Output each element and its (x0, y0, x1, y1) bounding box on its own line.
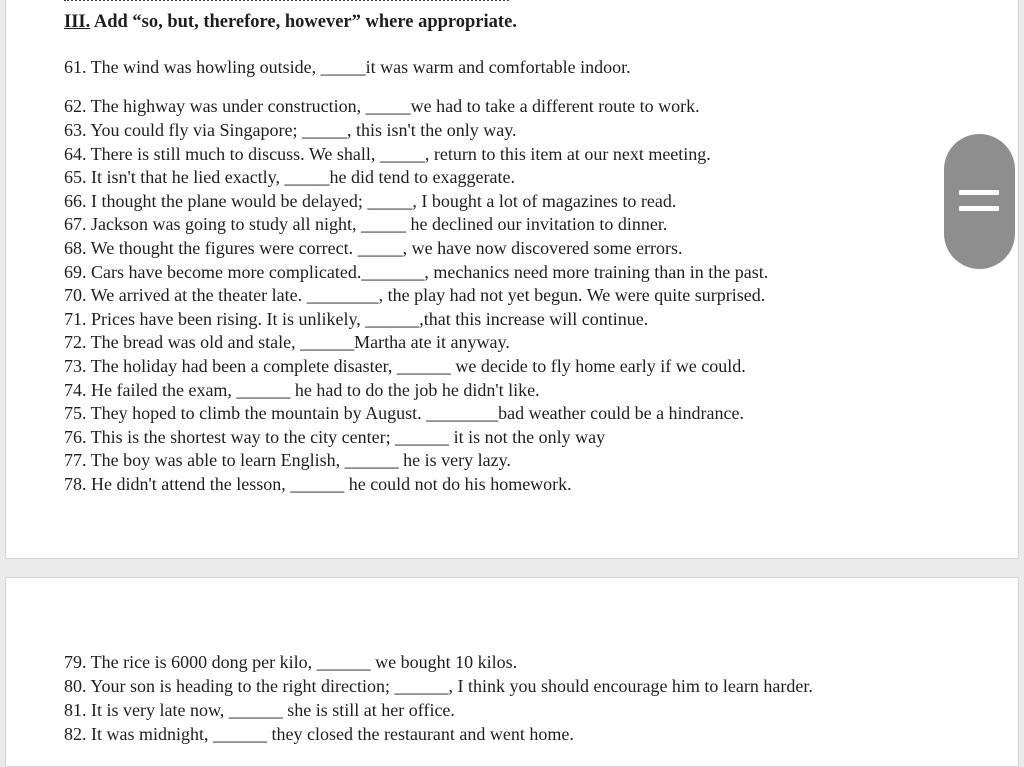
exercise-item-81: 81. It is very late now, ______ she is still at her office. (64, 700, 455, 720)
exercise-item-68: 68. We thought the figures were correct. _____, we have now discovered some errors. (64, 238, 683, 258)
exercise-item-73: 73. The holiday had been a complete disaster, ______ we decide to fly home early if we could. (64, 356, 746, 376)
exercise-item-70: 70. We arrived at the theater late. ________, the play had not yet begun. We were quite surprised. (64, 285, 766, 306)
exercise-item-76: 76. This is the shortest way to the city center; ______ it is not the only way (64, 426, 606, 447)
section-heading (64, 12, 517, 33)
exercise-item-65: 65. It isn't that he lied exactly, _____he did tend to exaggerate. (64, 167, 515, 188)
exercise-item-69: 69. Cars have become more complicated._______, mechanics need more training than in the past. (64, 261, 769, 282)
previous-section-dotted-line (64, 0, 509, 4)
exercise-item-71: 71. Prices have been rising. It is unlikely, ______,that this increase will continue. (64, 308, 649, 329)
exercise-item-75: 75. They hoped to climb the mountain by August. ________bad weather could be a hindrance. (64, 403, 745, 424)
exercise-item-77: 77. The boy was able to learn English, ______ he is very lazy. (64, 450, 511, 471)
exercise-item-66: 66. I thought the plane would be delayed; _____, I bought a lot of magazines to read. (64, 190, 677, 211)
scroll-drag-handle[interactable] (944, 134, 1015, 269)
section-instruction: Add “so, but, therefore, however” where appropriate. (90, 12, 517, 32)
grip-line-icon (959, 190, 999, 195)
exercise-item-72: 72. The bread was old and stale, ______Martha ate it anyway. (64, 332, 510, 353)
section-number: III. (64, 12, 91, 32)
exercise-item-63: 63. You could fly via Singapore; _____, this isn't the only way. (64, 120, 517, 140)
exercise-item-74: 74. He failed the exam, ______ he had to do the job he didn't like. (64, 379, 540, 400)
grip-line-icon (959, 206, 999, 211)
exercise-item-61: 61. The wind was howling outside, _____it was warm and comfortable indoor. (64, 57, 631, 77)
worksheet-page-1 (5, 0, 1019, 559)
worksheet-page-2 (5, 577, 1019, 767)
exercise-item-62: 62. The highway was under construction, _____we had to take a different route to work. (64, 96, 700, 116)
exercise-item-78: 78. He didn't attend the lesson, ______ he could not do his homework. (64, 474, 572, 494)
exercise-item-82: 82. It was midnight, ______ they closed the restaurant and went home. (64, 724, 574, 744)
exercise-item-67: 67. Jackson was going to study all night, _____ he declined our invitation to dinner. (64, 214, 668, 235)
exercise-item-64: 64. There is still much to discuss. We shall, _____, return to this item at our next meeting. (64, 143, 711, 164)
exercise-item-80: 80. Your son is heading to the right direction; ______, I think you should encourage him to learn harder. (64, 676, 813, 696)
exercise-item-79: 79. The rice is 6000 dong per kilo, ______ we bought 10 kilos. (64, 652, 518, 672)
